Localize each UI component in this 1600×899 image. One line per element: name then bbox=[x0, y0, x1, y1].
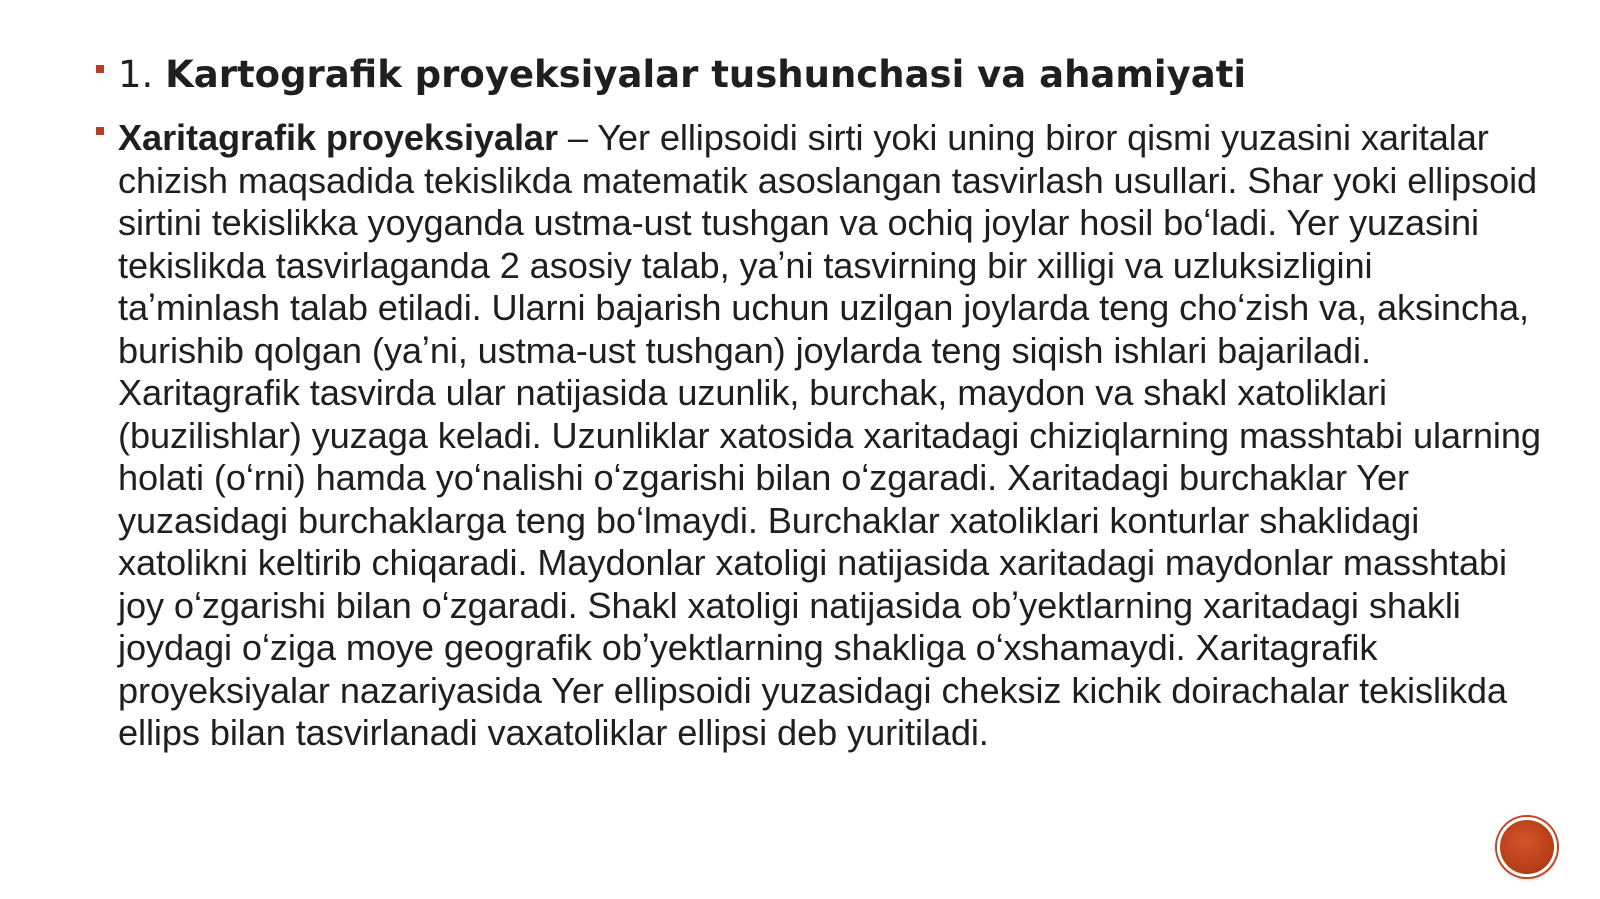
heading-bullet bbox=[96, 50, 1541, 100]
heading-number: 1. bbox=[118, 53, 154, 96]
square-bullet-icon bbox=[96, 65, 104, 73]
square-bullet-icon bbox=[96, 127, 104, 135]
bullet-list bbox=[96, 50, 1541, 755]
body-bullet bbox=[96, 117, 1541, 755]
body-paragraph: – Yer ellipsoidi sirti yoki uning biror qismi yuzasini xaritalar chizish maqsadida tekislikda matematik asoslangan tasvirlash usullari. Shar yoki ellipsoid sirtini tekislikka yoyganda ustma-ust tushgan va ochiq joylar hosil boʻladi. Yer yuzasini tekislikda tasvirlaganda 2 asosiy talab, yaʼni tasvirning bir xilligi va uzluksizligini taʼminlash talab etiladi. Ularni bajarish uchun uzilgan joylarda teng choʻzish va, aksincha, burishib qolgan (yaʼni, ustma-ust tushgan) joylarda teng siqish ishlari bajariladi. Xaritagrafik tasvirda ular natijasida uzunlik, burchak, maydon va shakl xatoliklari (buzilishlar) yuzaga keladi. Uzunliklar xatosida xaritadagi chiziqlarning masshtabi ularning holati (oʻrni) hamda yoʻnalishi oʻzgarishi bilan oʻzgaradi. Xaritadagi burchaklar Yer yuzasidagi burchaklarga teng boʻlmaydi. Burchaklar xatoliklari konturlar shaklidagi xatolikni keltirib chiqaradi. Maydonlar xatoligi natijasida xaritadagi maydonlar masshtabi joy oʻzgarishi bilan oʻzgaradi. Shakl xatoligi natijasida obʼyektlarning xaritadagi shakli joydagi oʻziga moye geografik obʼyektlarning shakliga oʻxshamaydi. Xaritagrafik proyeksiyalar nazariyasida Yer ellipsoidi yuzasidagi cheksiz kichik doirachalar tekislikda ellips bilan tasvirlanadi vaxatoliklar ellipsi deb yuritiladi. bbox=[118, 117, 1541, 753]
slide-nav-button[interactable] bbox=[1497, 817, 1557, 877]
heading-title: Kartografik proyeksiyalar tushunchasi va ahamiyati bbox=[165, 53, 1247, 96]
defined-term: Xaritagrafik proyeksiyalar bbox=[118, 117, 558, 158]
